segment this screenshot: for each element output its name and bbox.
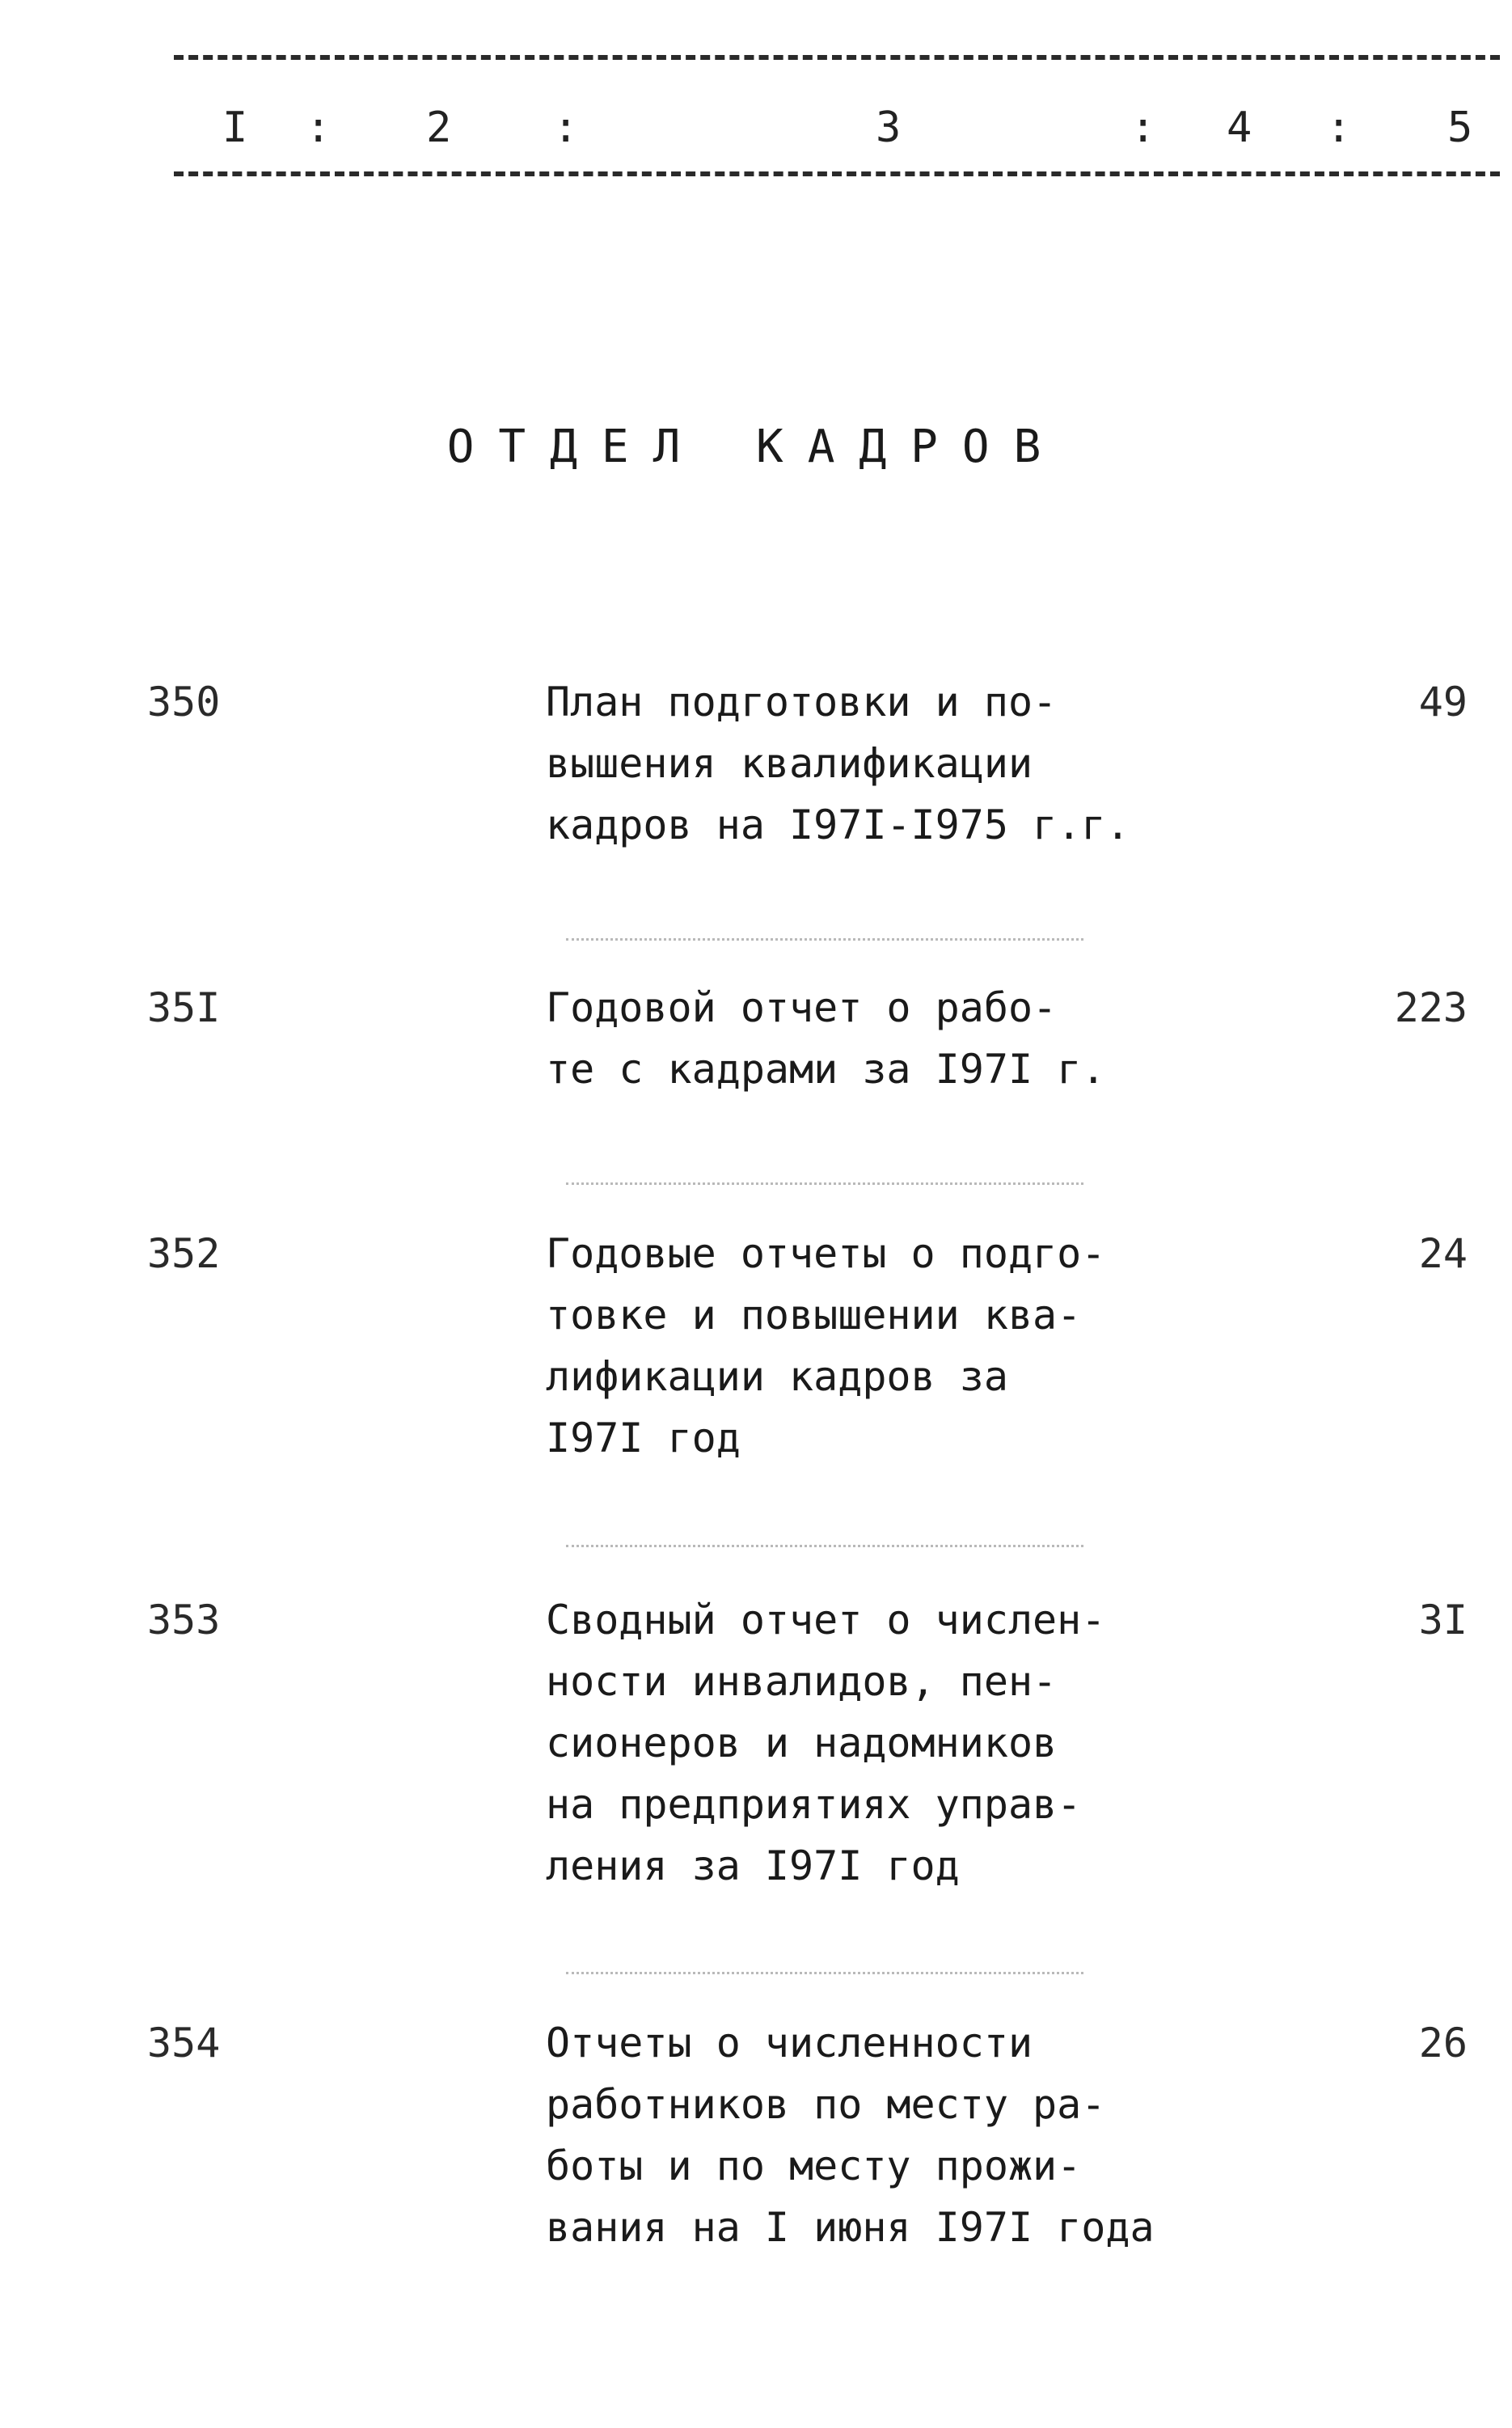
entry-number: 35I [147, 984, 221, 1031]
entry-sheet-count: 24 [1418, 1230, 1468, 1277]
entry-divider [566, 1972, 1083, 1974]
column-header-1: I [222, 104, 248, 152]
entry-title: Сводный отчет о числен- ности инвалидов, пен- сионеров и надомников на предприятиях управ- ления за I97I год [546, 1597, 1106, 1889]
entry-sheet-count: 223 [1394, 984, 1468, 1031]
header-bottom-rule [174, 171, 1500, 176]
header-top-rule [174, 55, 1500, 60]
column-header-4: 4 [1227, 104, 1252, 152]
column-separator: : [1130, 104, 1156, 152]
column-separator: : [306, 104, 332, 152]
entry-sheet-count: 3I [1418, 1597, 1468, 1643]
entry-number: 353 [147, 1597, 221, 1643]
entry-title: Отчеты о численности работников по месту ра- боты и по месту прожи- вания на I июня I97I года [546, 2020, 1155, 2251]
entry-sheet-count: 49 [1418, 679, 1468, 725]
section-title: ОТДЕЛ КАДРОВ [446, 421, 1066, 473]
column-header-2: 2 [426, 104, 452, 152]
entry-number: 352 [147, 1230, 221, 1277]
column-separator: : [553, 104, 579, 152]
column-header-5: 5 [1447, 104, 1473, 152]
entry-sheet-count: 26 [1418, 2020, 1468, 2066]
entry-divider [566, 1545, 1083, 1547]
column-header-3: 3 [876, 104, 902, 152]
entry-title: План подготовки и по- вышения квалификации кадров на I97I-I975 г.г. [546, 679, 1130, 848]
entry-title: Годовые отчеты о подго- товке и повышении ква- лификации кадров за I97I год [546, 1230, 1106, 1461]
entry-title: Годовой отчет о рабо- те с кадрами за I97I г. [546, 984, 1106, 1093]
entry-divider [566, 938, 1083, 941]
entry-divider [566, 1182, 1083, 1185]
column-separator: : [1326, 104, 1352, 152]
entry-number: 354 [147, 2020, 221, 2066]
entry-number: 350 [147, 679, 221, 725]
